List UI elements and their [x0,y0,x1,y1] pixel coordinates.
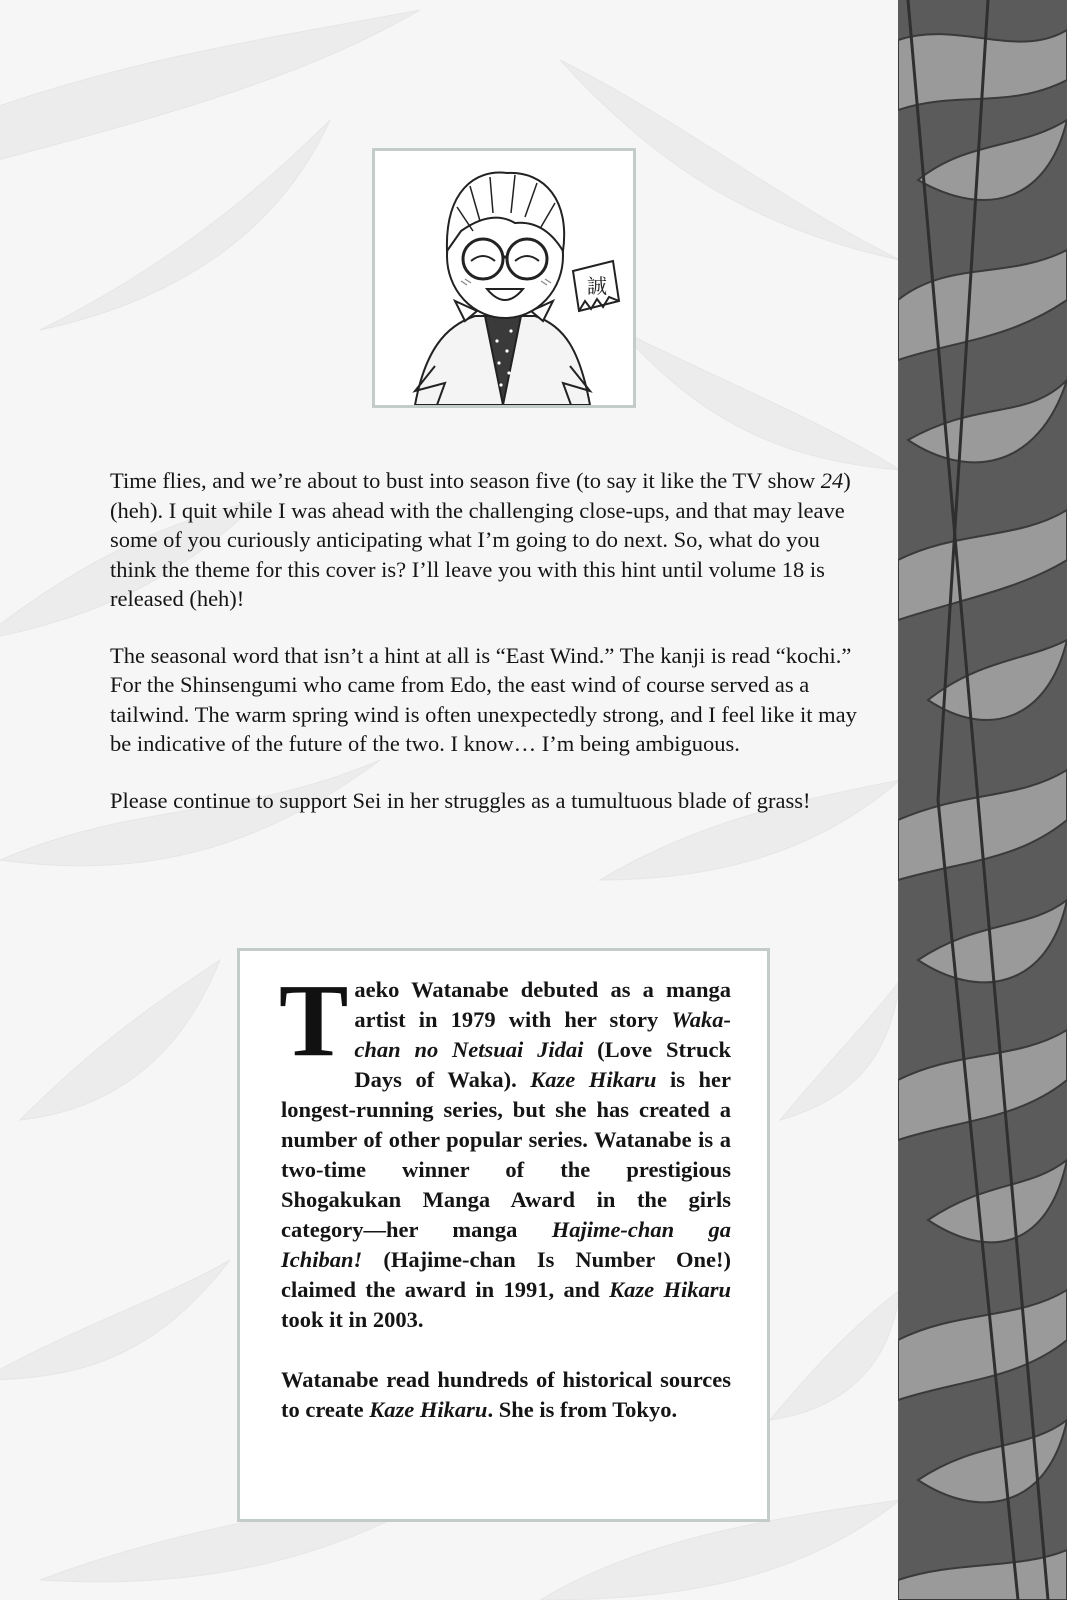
chibi-author-illustration [375,151,633,405]
bio-title-kaze-hikaru-2: Kaze Hikaru [609,1277,731,1302]
note-paragraph-3: Please continue to support Sei in her struggles as a tumultuous blade of grass! [110,787,811,813]
bio-paragraph-1 [279,963,732,1335]
tv-show-title: 24 [820,468,844,493]
note-p1-text-b: ) (heh). I quit while I was ahead with the challenging close-ups, and that may leave some of you curiously anticipating what I’m going to do next. So, what do you think the theme for this cover is? I’ll leave you with this hint until volume 18 is released (heh)! [110,468,851,611]
bio-title-waka-chan: Waka-chan no Netsuai Jidai [354,1007,731,1062]
bio-p1-text-a: aeko Watanabe debuted as a manga artist in 1979 with her story [354,977,731,1032]
bio-dropcap: T [279,963,349,1078]
bio-p1-text-c: is her longest-running series, but she has created a number of other popular series. Watanabe is a two-time winner of the prestigious Shogakukan Manga Award in the girls category—her manga [281,1067,732,1242]
note-p1-text-a: Time flies, and we’re about to bust into season five (to say it like the TV show [110,468,821,493]
author-bio [279,963,732,1425]
bio-p1-text-b: (Love Struck Days of Waka). [354,1037,731,1092]
bio-title-kaze-hikaru: Kaze Hikaru [530,1067,657,1092]
author-portrait [372,148,636,408]
banner-kanji: 誠 [587,274,607,298]
bio-p2-text-b: . She is from Tokyo. [487,1397,678,1422]
note-paragraph-2: The seasonal word that isn’t a hint at all is “East Wind.” The kanji is read “kochi.” For the Shinsengumi who came from Edo, the east wind of course served as a tailwind. The warm spring wind is often unexpectedly strong, and I feel like it may be indicative of the future of the two. I know… I’m being ambiguous. [110,642,857,756]
author-bio-box [237,948,770,1522]
bio-p2-text-a: Watanabe read hundreds of historical sources to create [281,1367,731,1422]
note-paragraph-1 [110,466,870,614]
bio-paragraph-2 [281,1365,731,1425]
leaf-pattern-strip [898,0,1067,1600]
bio-title-hajime-chan: Hajime-chan ga Ichiban! [281,1217,732,1272]
decorative-side-strip [898,0,1067,1600]
bio-p1-text-e: took it in 2003. [281,1307,424,1332]
bio-title-kaze-hikaru-3: Kaze Hikaru [369,1397,488,1422]
bio-p1-text-d: (Hajime-chan Is Number One!) claimed the award in 1991, and [281,1247,731,1302]
author-note [110,466,870,815]
